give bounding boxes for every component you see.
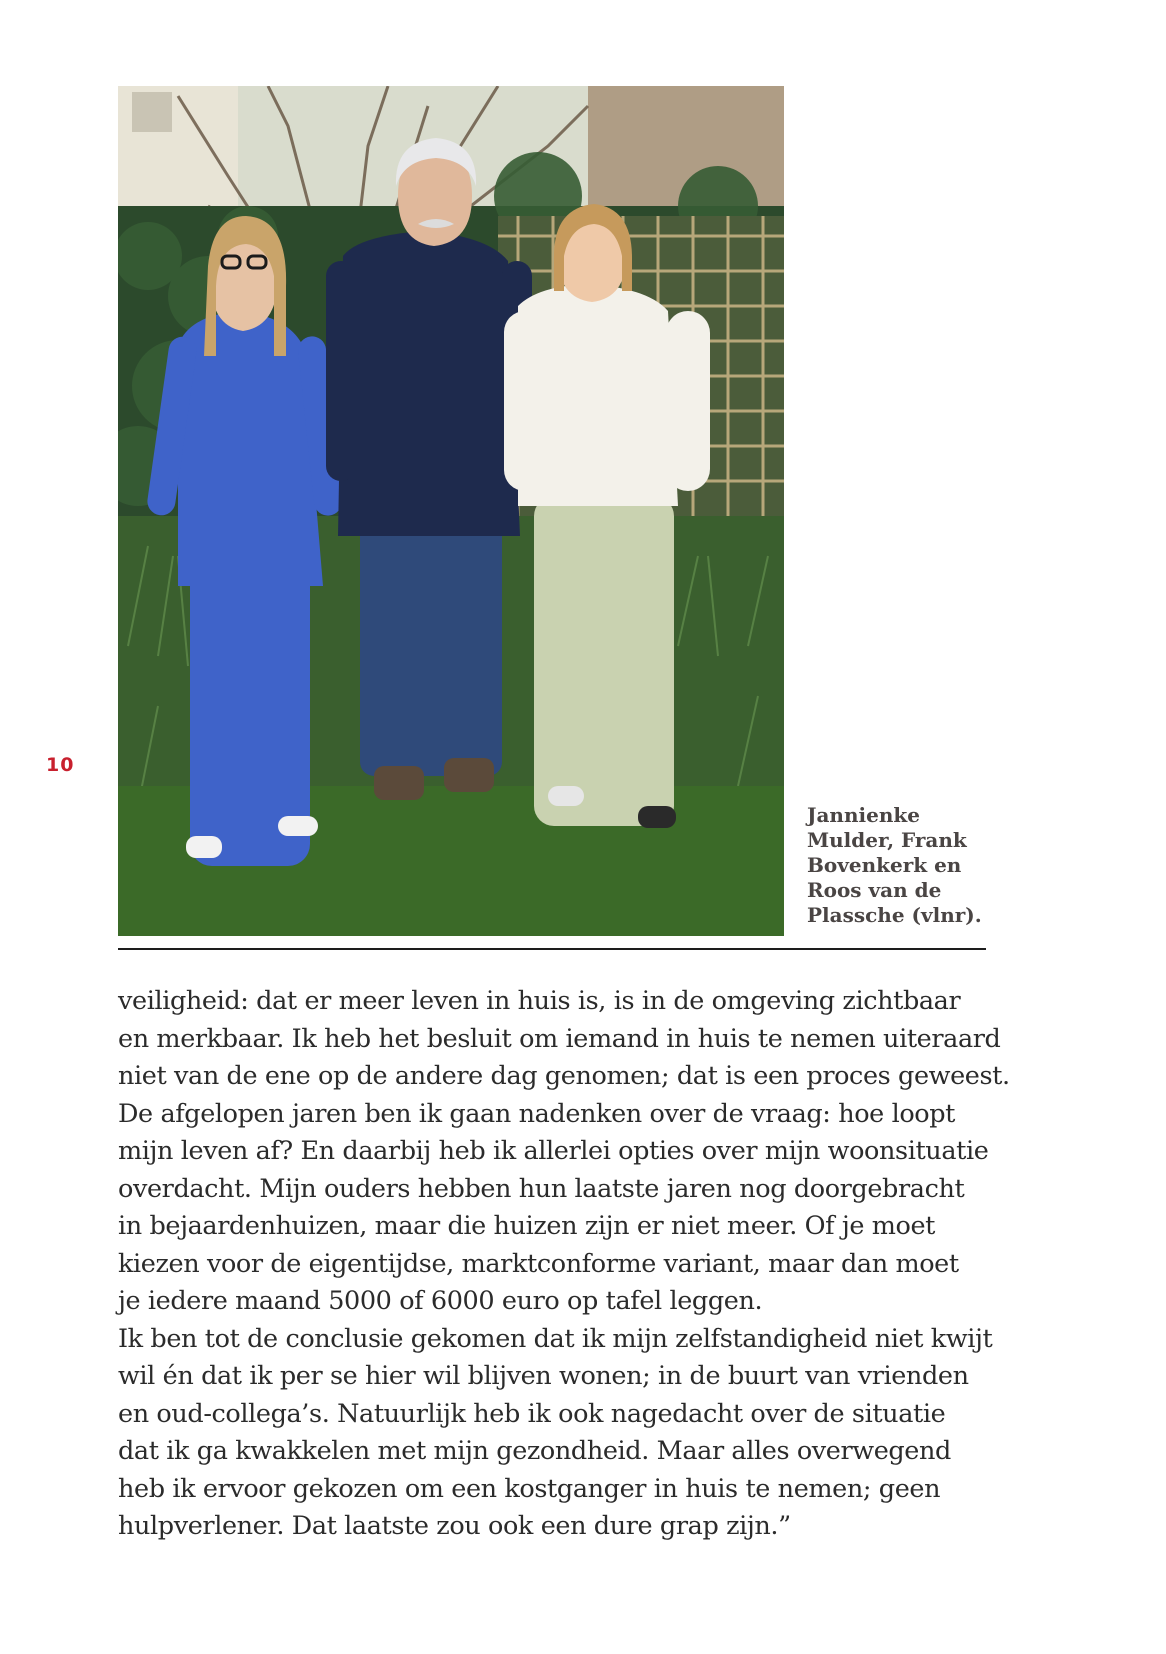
divider-rule: [118, 948, 986, 950]
article-line: en oud-collega’s. Natuurlijk heb ik ook nagedacht over de situatie: [118, 1398, 946, 1429]
article-line: je iedere maand 5000 of 6000 euro op tafel leggen.: [118, 1286, 763, 1316]
photo-caption: [807, 803, 997, 928]
article-line: kiezen voor de eigentijdse, marktconforme variant, maar dan moet: [118, 1248, 959, 1279]
article-body: [118, 983, 1018, 1546]
article-line: veiligheid: dat er meer leven in huis is, is in de omgeving zichtbaar: [118, 986, 961, 1016]
caption-line: Plassche (vlnr).: [807, 903, 982, 927]
article-line: in bejaardenhuizen, maar die huizen zijn er niet meer. Of je moet: [118, 1211, 936, 1241]
article-line: wil én dat ik per se hier wil blijven wonen; in de buurt van vrienden: [118, 1361, 969, 1391]
article-line: niet van de ene op de andere dag genomen; dat is een proces geweest.: [118, 1061, 1010, 1091]
article-line: en merkbaar. Ik heb het besluit om iemand in huis te nemen uiteraard: [118, 1023, 1001, 1054]
caption-line: Jannienke: [807, 803, 920, 827]
article-line: hulpverlener. Dat laatste zou ook een dure grap zijn.”: [118, 1511, 791, 1541]
article-line: Ik ben tot de conclusie gekomen dat ik mijn zelfstandigheid niet kwijt: [118, 1323, 993, 1354]
article-line: De afgelopen jaren ben ik gaan nadenken over de vraag: hoe loopt: [118, 1098, 956, 1129]
article-line: mijn leven af? En daarbij heb ik allerlei opties over mijn woonsituatie: [118, 1136, 989, 1166]
caption-line: Roos van de: [807, 878, 942, 902]
article-line: overdacht. Mijn ouders hebben hun laatste jaren nog doorgebracht: [118, 1173, 965, 1204]
group-photo-illustration: [118, 86, 784, 936]
caption-line: Bovenkerk en: [807, 853, 962, 877]
article-line: heb ik ervoor gekozen om een kostganger in huis te nemen; geen: [118, 1473, 941, 1504]
article-line: dat ik ga kwakkelen met mijn gezondheid. Maar alles overwegend: [118, 1436, 951, 1466]
page-number: 10: [46, 754, 75, 776]
group-photo: [118, 86, 784, 936]
caption-line: Mulder, Frank: [807, 828, 967, 852]
